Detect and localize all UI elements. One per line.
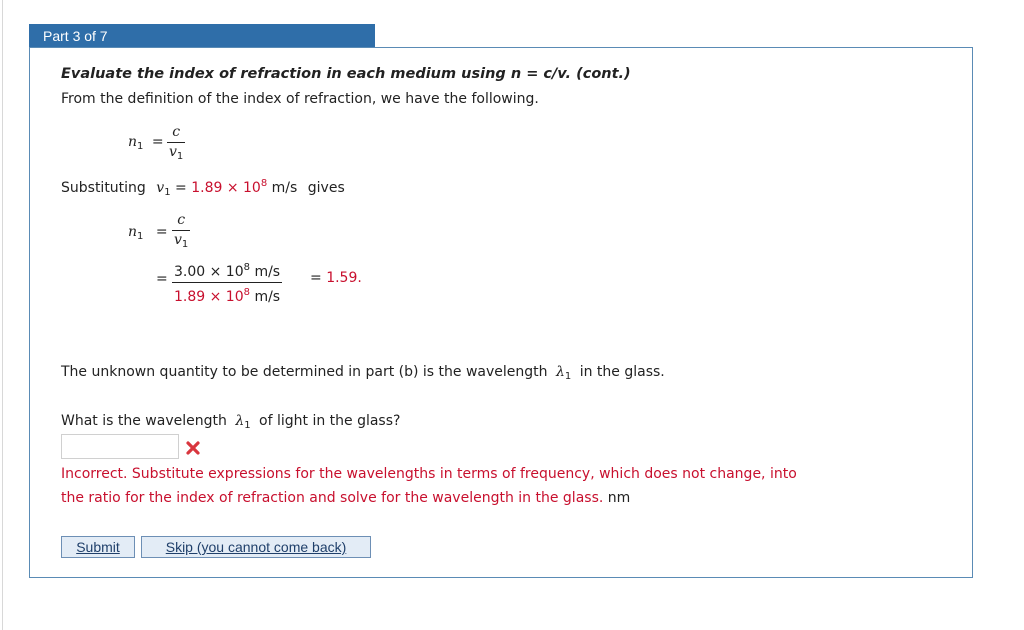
step-heading: Evaluate the index of refraction in each medium using n = c/v. (cont.) bbox=[61, 66, 631, 82]
answer-input[interactable] bbox=[61, 434, 179, 459]
part-tab bbox=[29, 24, 375, 48]
eq1-lhs-sub: 1 bbox=[137, 141, 144, 152]
eq2-value-fraction bbox=[172, 259, 282, 307]
intro-text: From the definition of the index of refraction, we have the following. bbox=[61, 91, 539, 107]
left-border-line bbox=[2, 0, 3, 630]
substituting-value: 1.89 × 10 bbox=[191, 180, 261, 196]
eq2-result-equals: = bbox=[310, 270, 327, 286]
eq1-lhs bbox=[128, 134, 164, 152]
eq1-equals: = bbox=[151, 134, 164, 150]
eq2-num-unit: m/s bbox=[250, 264, 281, 280]
question-after: of light in the glass? bbox=[259, 413, 401, 429]
unknown-quantity-text bbox=[61, 364, 665, 382]
substituting-suffix: gives bbox=[307, 180, 345, 196]
eq2-den-unit: m/s bbox=[250, 289, 281, 305]
eq2-num-exp: 8 bbox=[243, 262, 250, 273]
eq2-lhs-sub: 1 bbox=[137, 231, 144, 242]
eq1-numerator: c bbox=[167, 124, 185, 143]
eq2-result-value: 1.59. bbox=[326, 270, 362, 286]
question-text bbox=[61, 413, 400, 431]
eq2-num-value: 3.00 × 10 bbox=[174, 264, 244, 280]
unknown-after: in the glass. bbox=[579, 364, 665, 380]
eq1-denominator-sub: 1 bbox=[176, 151, 184, 162]
eq1-denominator-var: v bbox=[169, 144, 177, 160]
eq2-result bbox=[310, 270, 362, 286]
substituting-unit: m/s bbox=[267, 180, 298, 196]
feedback-line-2 bbox=[61, 490, 630, 506]
feedback-unit: nm bbox=[603, 490, 631, 506]
question-before: What is the wavelength bbox=[61, 413, 227, 429]
eq2-equals: = bbox=[155, 224, 168, 240]
feedback-line-2-text: the ratio for the index of refraction and solve for the wavelength in the glass. bbox=[61, 490, 604, 506]
substituting-prefix: Substituting bbox=[61, 180, 146, 196]
question-sub: 1 bbox=[244, 420, 251, 431]
unknown-before: The unknown quantity to be determined in part (b) is the wavelength bbox=[61, 364, 548, 380]
eq2-equals2: = bbox=[156, 271, 168, 287]
substituting-sub: 1 bbox=[164, 187, 171, 198]
eq2-denominator-sub: 1 bbox=[181, 239, 189, 250]
red-x-icon bbox=[185, 440, 201, 456]
skip-button[interactable]: Skip (you cannot come back) bbox=[141, 536, 371, 558]
substituting-var: v bbox=[156, 180, 165, 196]
substituting-equals: = bbox=[170, 180, 192, 196]
eq2-lhs-var: n bbox=[128, 224, 138, 240]
eq2-lhs bbox=[128, 224, 168, 242]
substituting-exp: 8 bbox=[260, 178, 268, 189]
submit-button[interactable]: Submit bbox=[61, 536, 135, 558]
eq2-numerator: c bbox=[172, 212, 190, 231]
eq2-den-exp: 8 bbox=[243, 287, 250, 298]
eq2-den-value: 1.89 × 10 bbox=[174, 289, 244, 305]
feedback-line-1: Incorrect. Substitute expressions for the wavelengths in terms of frequency, which does not change, into bbox=[61, 466, 797, 482]
unknown-var: λ bbox=[556, 364, 565, 380]
eq2-denominator-var: v bbox=[174, 232, 182, 248]
eq2-fraction bbox=[172, 212, 190, 254]
eq1-lhs-var: n bbox=[128, 134, 138, 150]
unknown-sub: 1 bbox=[564, 371, 572, 382]
part-tab-label: Part 3 of 7 bbox=[43, 28, 108, 44]
question-var: λ bbox=[235, 413, 245, 429]
substituting-line bbox=[61, 178, 345, 198]
eq1-fraction bbox=[167, 124, 185, 166]
